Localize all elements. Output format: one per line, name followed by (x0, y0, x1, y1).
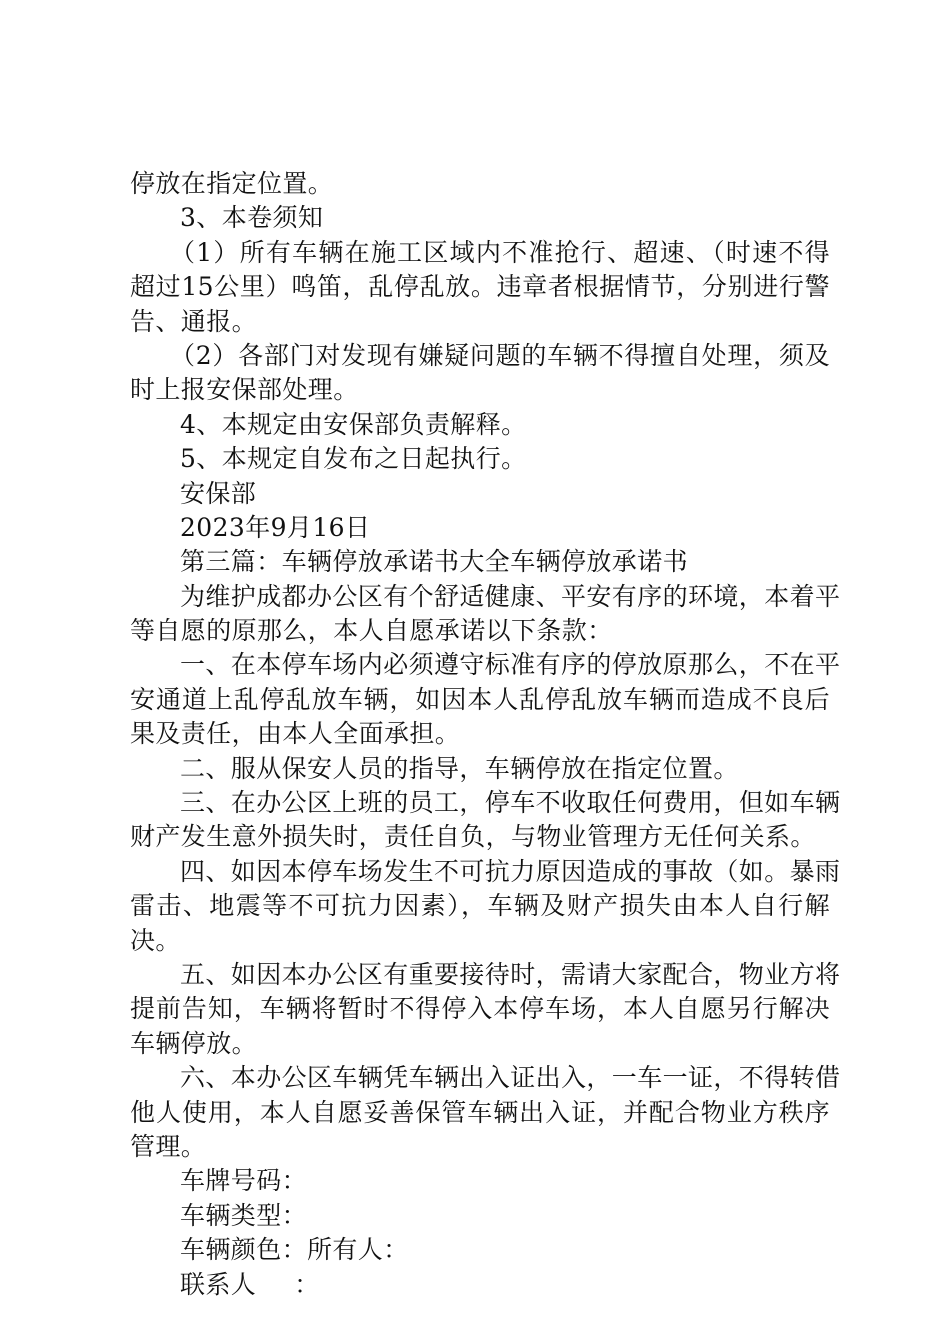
paragraph-line: 等自愿的原那么，本人自愿承诺以下条款： (130, 616, 613, 646)
paragraph-line: 雷击、地震等不可抗力因素），车辆及财产损失由本人自行解 (130, 891, 830, 921)
form-field-color-owner (130, 1233, 830, 1267)
paragraph-line: 5、本规定自发布之日起执行。 (180, 444, 527, 474)
article-title: 第三篇：车辆停放承诺书大全车辆停放承诺书 (180, 547, 689, 577)
paragraph-line: 四、如因本停车场发生不可抗力原因造成的事故（如。暴雨 (180, 856, 841, 886)
paragraph-line: 财产发生意外损失时，责任自负，与物业管理方无任何关系。 (130, 822, 816, 852)
document-body (130, 167, 841, 1302)
form-field-type (130, 1199, 830, 1233)
paragraph-line: 管理。 (130, 1131, 207, 1161)
type-label: 车辆类型： (180, 1200, 308, 1230)
contact-label: 联系人 (180, 1269, 257, 1299)
form-field-contact (130, 1268, 830, 1302)
paragraph-line: 超过15公里）鸣笛，乱停乱放。违章者根据情节，分别进行警 (130, 272, 830, 302)
paragraph-line: 安通道上乱停乱放车辆，如因本人乱停乱放车辆而造成不良后 (130, 684, 830, 714)
paragraph-line: 告、通报。 (130, 306, 258, 336)
paragraph-line: （1）所有车辆在施工区域内不准抢行、超速、（时速不得 (170, 237, 830, 267)
paragraph-line: 果及责任，由本人全面承担。 (130, 719, 461, 749)
section-heading: 3、本卷须知 (180, 203, 324, 233)
paragraph-line: 时上报安保部处理。 (130, 375, 359, 405)
paragraph-line: 为维护成都办公区有个舒适健康、平安有序的环境，本着平 (180, 581, 841, 611)
paragraph-line: 五、如因本办公区有重要接待时，需请大家配合，物业方将 (180, 959, 841, 989)
paragraph-line: 4、本规定由安保部负责解释。 (180, 409, 527, 439)
paragraph-line: 一、在本停车场内必须遵守标准有序的停放原那么，不在平 (180, 650, 841, 680)
paragraph-line: 六、本办公区车辆凭车辆出入证出入，一车一证，不得转借 (180, 1063, 841, 1093)
paragraph-line: 停放在指定位置。 (130, 169, 334, 198)
form-field-plate (130, 1164, 830, 1198)
paragraph-line: 提前告知，车辆将暂时不得停入本停车场，本人自愿另行解决 (130, 994, 830, 1024)
plate-label: 车牌号码： (180, 1166, 308, 1196)
paragraph-line: 二、服从保安人员的指导，车辆停放在指定位置。 (180, 753, 739, 783)
paragraph-line: 三、在办公区上班的员工，停车不收取任何费用，但如车辆 (180, 788, 841, 818)
paragraph-line: 车辆停放。 (130, 1028, 258, 1058)
contact-colon: ： (294, 1269, 320, 1299)
color-owner-label: 车辆颜色：所有人： (180, 1235, 409, 1265)
signature-date: 2023年9月16日 (180, 512, 371, 542)
paragraph-line: 他人使用，本人自愿妥善保管车辆出入证，并配合物业方秩序 (130, 1097, 830, 1127)
paragraph-line: （2）各部门对发现有嫌疑问题的车辆不得擅自处理，须及 (170, 340, 830, 370)
signature-department: 安保部 (180, 478, 257, 508)
paragraph-line: 决。 (130, 925, 181, 955)
